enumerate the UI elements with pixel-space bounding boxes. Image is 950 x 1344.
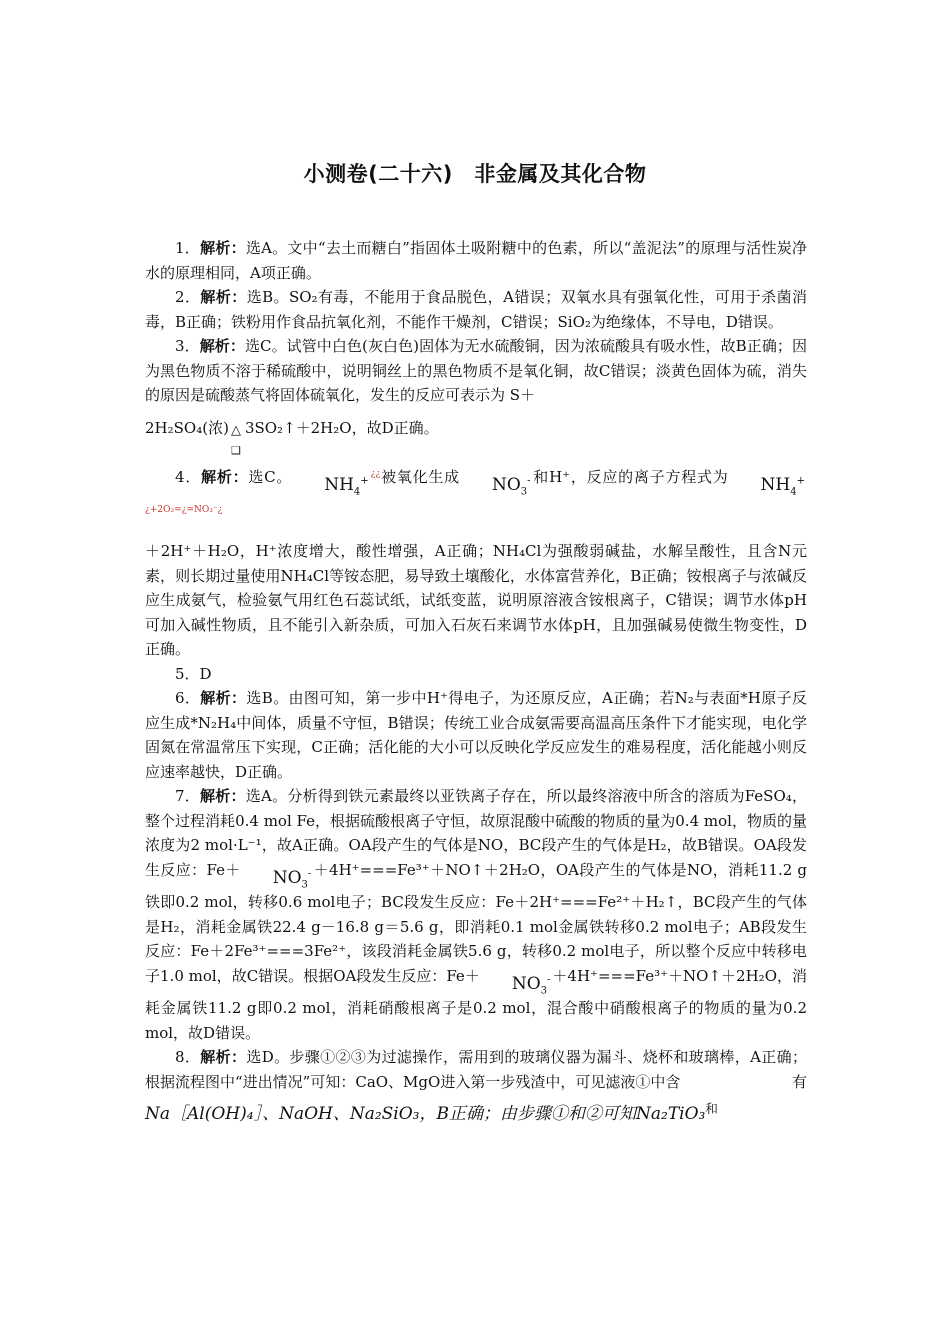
delta-symbol: △	[230, 422, 241, 438]
ion-charge: -	[527, 475, 531, 487]
ion-subscript: 4	[353, 486, 361, 498]
garbled-chars: ¿¿	[370, 469, 381, 479]
q2-label: 解析：	[200, 288, 247, 306]
q6-label: 解析：	[200, 689, 247, 707]
ion-symbol: NH	[760, 475, 791, 495]
ion-symbol: NO	[491, 475, 521, 495]
q8-label: 解析：	[200, 1048, 247, 1066]
q3-text-c: 3SO₂↑＋2H₂O，故D正确。	[244, 418, 439, 437]
q2-number: 2．	[175, 288, 201, 306]
q1-label: 解析：	[200, 239, 246, 257]
ion-charge: +	[360, 475, 369, 487]
ammonium-ion	[294, 473, 368, 498]
q7-label: 解析：	[200, 787, 246, 805]
ion-charge: -	[307, 867, 312, 879]
q8-tail: 和	[705, 1101, 718, 1116]
answer-3	[145, 334, 807, 408]
q7-text-b: ＋4H⁺===Fe³⁺＋NO↑＋2H₂O，OA段产生的气体是NO，消耗11.2 g铁即0.2 mol，转移0.6 mol电子；BC段发生反应：Fe＋2H⁺===Fe²⁺＋H₂↑，BC段产生的气体是H₂，消耗金属铁22.4 g－16.8 g＝5.6 g，即消耗0.1 mol金属铁转移0.2 mol电子；AB段发生反应：Fe＋2Fe³⁺===3Fe²⁺，该段消耗金属铁5.6 g，转移0.2 mol电子，所以整个反应中转移电子1.0 mol，故C错误。根据OA段发生反应：Fe＋	[145, 860, 807, 985]
q4-text-c: 和H⁺，反应的离子方程式为	[532, 468, 729, 486]
q1-text: 选A。文中“去土而糖白”指固体土吸附糖中的色素，所以“盖泥法”的原理与活性炭净水的原理相同，A项正确。	[145, 239, 807, 282]
nitrate-ion	[243, 866, 312, 891]
answer-2	[145, 285, 807, 334]
ion-charge: +	[796, 475, 805, 487]
q3-text-a: 选C。试管中白色(灰白色)固体为无水硫酸铜，因为浓硫酸具有吸水性，故B正确；因为黑色物质不溶于稀硫酸中，说明铜丝上的黑色物质不是氧化铜，故C错误；淡黄色固体为硫，消失的原因是硫酸蒸气将固体硫氧化，发生的反应可表示为 S＋	[145, 337, 807, 404]
ion-subscript: 3	[520, 486, 528, 498]
q1-number: 1．	[175, 239, 201, 257]
q8-formula: Na［Al(OH)₄］、NaOH、Na₂SiO₃，B正确；由步骤①和②可知Na₂TiO₃	[145, 1104, 706, 1124]
answer-7	[145, 784, 807, 1045]
q4-number: 4．	[175, 468, 202, 486]
ion-charge: -	[547, 973, 551, 985]
ion-subscript: 3	[540, 984, 548, 996]
answer-3-equation	[145, 416, 807, 457]
q6-text: 选B。由图可知，第一步中H⁺得电子，为还原反应，A正确；若N₂与表面*H原子反应生成*N₂H₄中间体，质量不守恒，B错误；传统工业合成氨需要高温高压条件下才能实现，电化学固氮在常温常压下实现，C正确；活化能的大小可以反映化学反应发生的难易程度，活化能越小则反应速率越快，D正确。	[145, 689, 808, 781]
q8-text-right: 有	[791, 1072, 807, 1091]
q7-text-a: 选A。分析得到铁元素最终以亚铁离子存在，所以最终溶液中所含的溶质为FeSO₄，整个过程消耗0.4 mol Fe，根据硫酸根离子守恒，故原混酸中硫酸的物质的量为0.4 mol，物质的量浓度为2 mol·L⁻¹，故A正确。OA段产生的气体是NO，BC段产生的气体是H₂，故B错误。OA段发生反应：Fe＋	[145, 787, 808, 879]
garbled-equation: ¿+2O₂=¿=NO₃⁻¿	[145, 504, 223, 515]
q4-text-a: 选C。	[248, 468, 293, 486]
q3-number: 3．	[175, 337, 200, 355]
q6-number: 6．	[175, 689, 201, 707]
nitrate-ion-2	[482, 972, 551, 997]
answer-5	[145, 662, 807, 687]
answer-body	[145, 236, 807, 1127]
q5-number: 5．	[175, 664, 200, 683]
answer-6	[145, 686, 807, 784]
q2-text: 选B。SO₂有毒，不能用于食品脱色，A错误；双氧水具有强氧化性，可用于杀菌消毒，B正确；铁粉用作食品抗氧化剂，不能作干燥剂，C错误；SiO₂为绝缘体，不导电，D错误。	[145, 288, 807, 331]
ion-symbol: NO	[272, 867, 302, 888]
answer-1	[145, 236, 807, 285]
q4-text-d: ＋2H⁺＋H₂O，H⁺浓度增大，酸性增强，A正确；NH₄Cl为强酸弱碱盐，水解呈酸性，且含N元素，则长期过量使用NH₄Cl等铵态肥，易导致土壤酸化，水体富营养化，B正确；铵根离子与浓碱反应生成氨气，检验氨气用红色石蕊试纸，试纸变蓝，说明原溶液含铵根离子，C错误；调节水体pH可加入碱性物质，且不能引入新杂质，可加入石灰石来调节水体pH，且加强碱易使微生物变性，D正确。	[145, 542, 807, 658]
q4-text-b: 被氧化生成	[380, 468, 460, 486]
answer-8	[145, 1045, 807, 1094]
q7-text-c: ＋4H⁺===Fe³⁺＋NO↑＋2H₂O，消耗金属铁11.2 g即0.2 mol，消耗硝酸根离子是0.2 mol，混合酸中硝酸根离子的物质的量为0.2 mol，故D错误。	[145, 966, 808, 1042]
box-symbol: ❑	[230, 443, 241, 457]
ion-subscript: 3	[301, 878, 308, 890]
q3-label: 解析：	[199, 337, 245, 355]
ion-symbol: NH	[324, 475, 354, 495]
q8-number: 8．	[175, 1048, 201, 1066]
nitrate-ion	[462, 473, 531, 498]
ammonium-ion-2	[731, 473, 805, 498]
q7-number: 7．	[175, 787, 201, 805]
ion-symbol: NO	[511, 973, 541, 994]
q8-text-a: 选D。步骤①②③为过滤操作，需用到的玻璃仪器为漏斗、烧杯和玻璃棒，A正确；根据流程图中“进出情况”可知：CaO、MgO进入第一步残渣中，可见滤液①中含	[145, 1048, 807, 1091]
page-title: 小测卷(二十六) 非金属及其化合物	[303, 162, 647, 186]
q3-text-b: 2H₂SO₄(浓)	[145, 418, 229, 437]
q5-text: D	[199, 664, 212, 683]
answer-8-formula	[145, 1102, 807, 1127]
q4-label: 解析：	[201, 468, 249, 486]
answer-4-cont	[145, 539, 807, 662]
answer-4	[145, 462, 807, 525]
ion-subscript: 4	[790, 486, 797, 498]
